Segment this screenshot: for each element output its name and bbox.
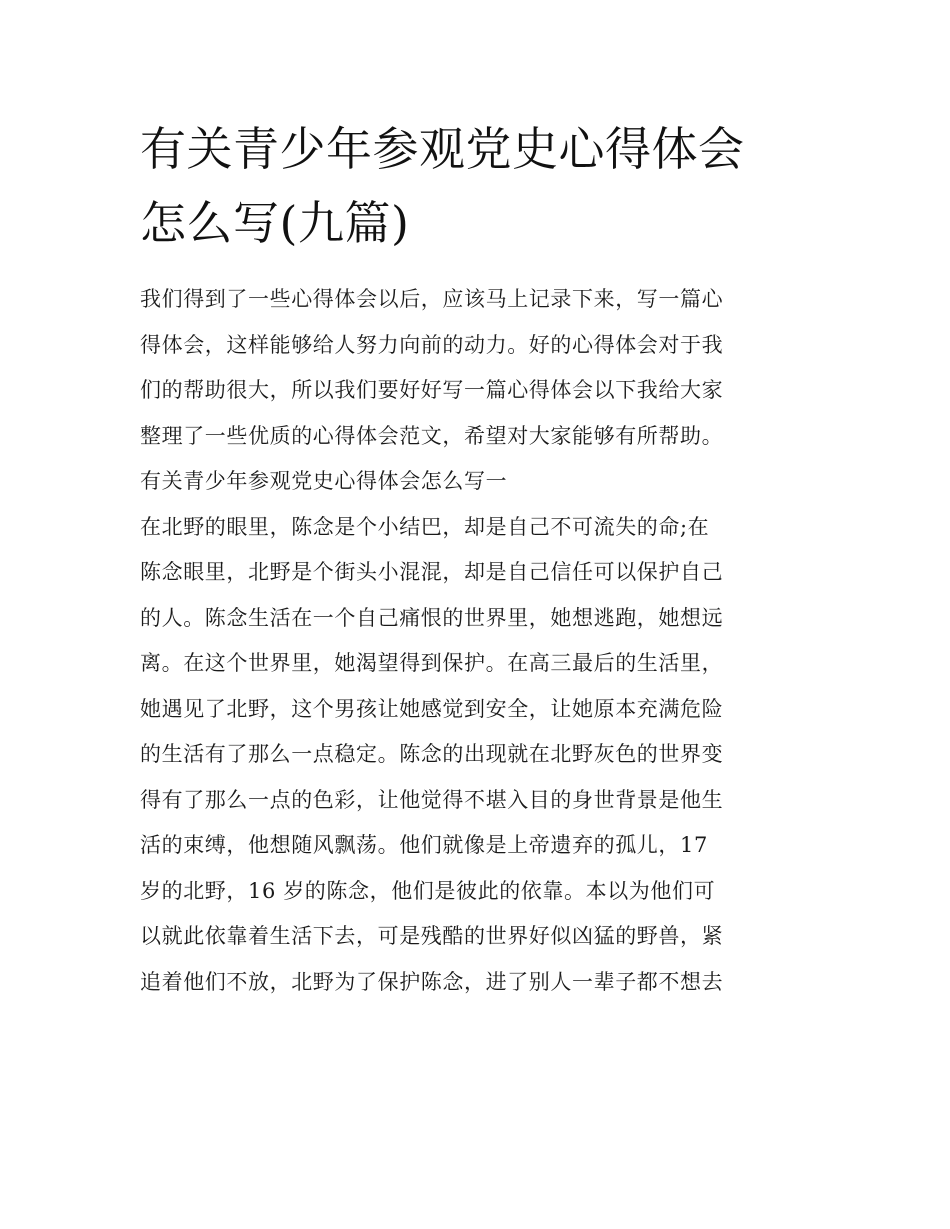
paragraph-line: 陈念眼里，北野是个街头小混混，却是自己信任可以保护自己 bbox=[140, 560, 724, 584]
paragraph-line: 岁的北野，16 岁的陈念，他们是彼此的依靠。本以为他们可 bbox=[140, 878, 716, 903]
title-line-1: 有关青少年参观党史心得体会 bbox=[140, 122, 745, 176]
paragraph-line: 的生活有了那么一点稳定。陈念的出现就在北野灰色的世界变 bbox=[140, 742, 724, 766]
paragraph-line: 的人。陈念生活在一个自己痛恨的世界里，她想逃跑，她想远 bbox=[140, 605, 724, 630]
intro-line: 得体会，这样能够给人努力向前的动力。好的心得体会对于我 bbox=[140, 332, 724, 357]
paragraph-line: 得有了那么一点的色彩，让他觉得不堪入目的身世背景是他生 bbox=[140, 787, 724, 812]
section-heading: 有关青少年参观党史心得体会怎么写一 bbox=[140, 469, 508, 493]
paragraph-line: 以就此依靠着生活下去，可是残酷的世界好似凶猛的野兽，紧 bbox=[140, 924, 724, 948]
document-body bbox=[140, 277, 830, 1005]
paragraph-line: 离。在这个世界里，她渴望得到保护。在高三最后的生活里， bbox=[140, 651, 724, 675]
paragraph-line: 追着他们不放，北野为了保护陈念，进了别人一辈子都不想去 bbox=[140, 969, 724, 994]
paragraph-line: 她遇见了北野，这个男孩让她感觉到安全，让她原本充满危险 bbox=[140, 696, 724, 721]
intro-line: 我们得到了一些心得体会以后，应该马上记录下来，写一篇心 bbox=[140, 287, 724, 311]
paragraph-line: 在北野的眼里，陈念是个小结巴，却是自己不可流失的命;在 bbox=[140, 514, 710, 539]
intro-line: 们的帮助很大，所以我们要好好写一篇心得体会以下我给大家 bbox=[140, 378, 724, 402]
intro-line: 整理了一些优质的心得体会范文，希望对大家能够有所帮助。 bbox=[140, 423, 724, 448]
document-title bbox=[140, 112, 820, 260]
title-line-2: 怎么写(九篇) bbox=[140, 196, 410, 250]
paragraph-line: 活的束缚，他想随风飘荡。他们就像是上帝遗弃的孤儿，17 bbox=[140, 833, 708, 857]
